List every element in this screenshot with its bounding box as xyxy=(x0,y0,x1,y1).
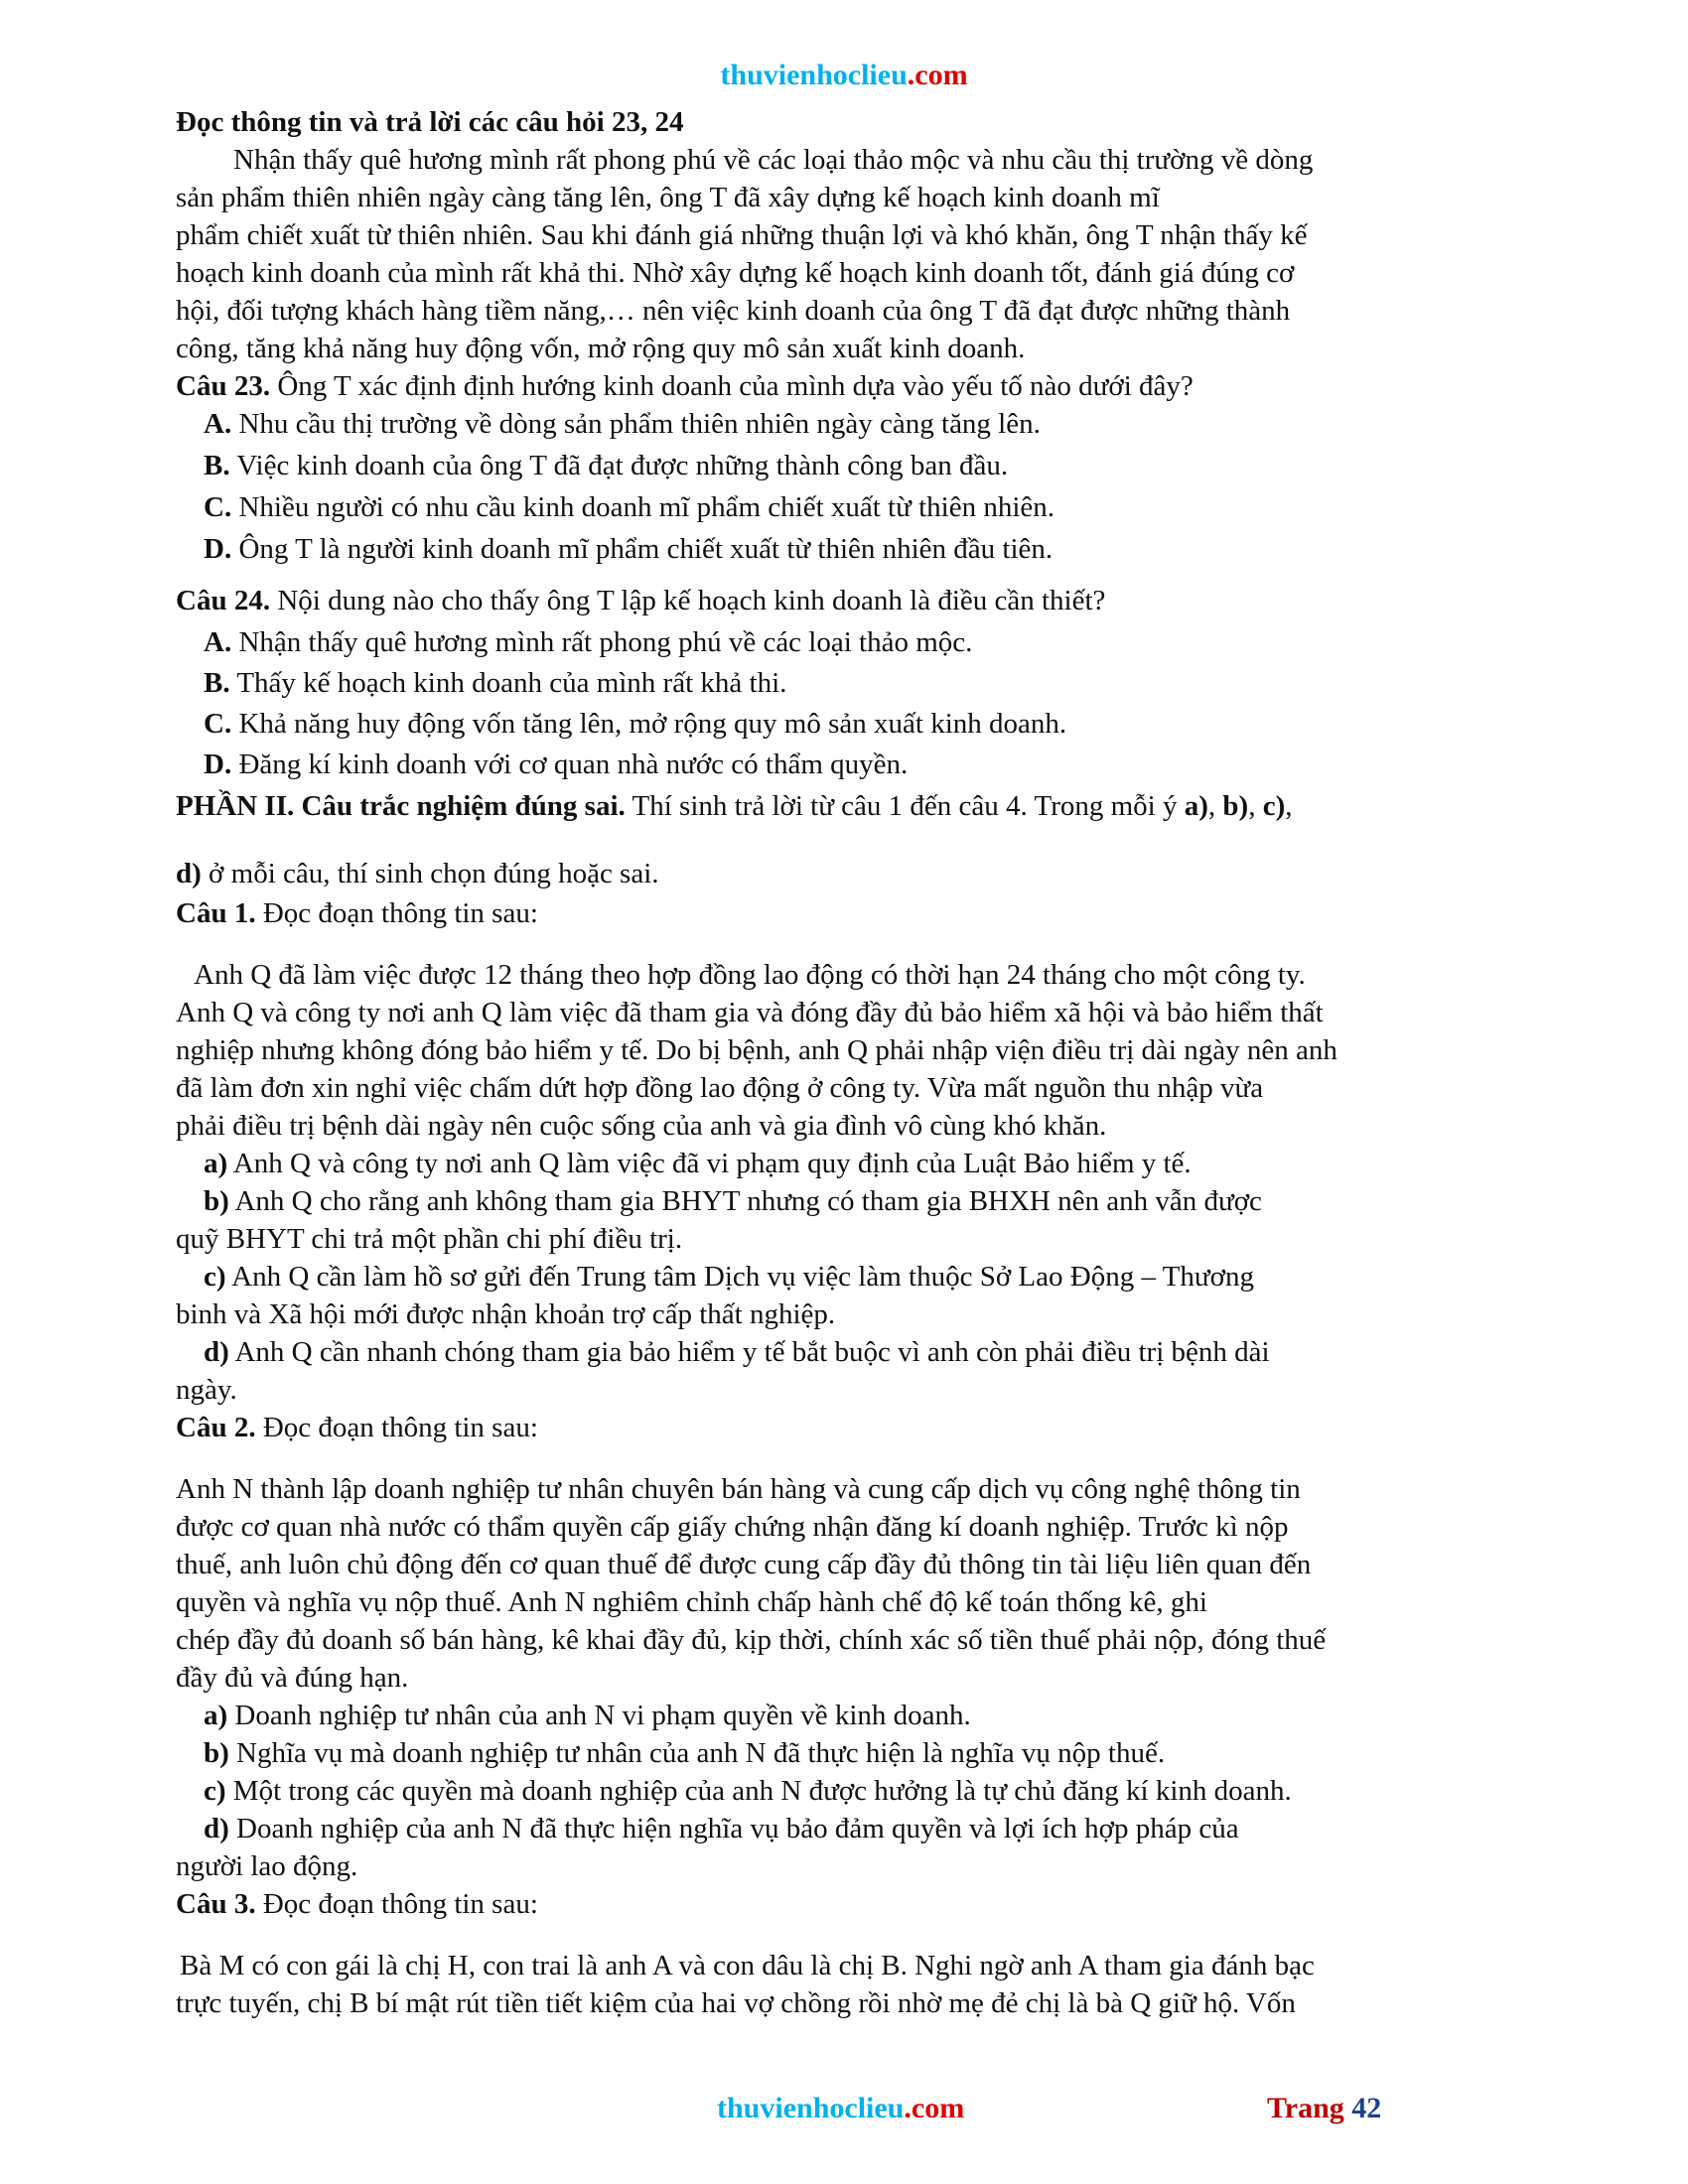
question-text: Đọc đoạn thông tin sau: xyxy=(255,1412,538,1443)
passage-line: thuế, anh luôn chủ động đến cơ quan thuế để được cung cấp đầy đủ thông tin tài liệu liên quan đến xyxy=(176,1549,1312,1580)
header-site-name: thuvienhoclieu xyxy=(720,59,908,91)
passage-line: quyền và nghĩa vụ nộp thuế. Anh N nghiêm chỉnh chấp hành chế độ kế toán thống kê, ghi xyxy=(176,1586,1207,1618)
option-text: Đăng kí kinh doanh với cơ quan nhà nước có thẩm quyền. xyxy=(231,749,909,780)
statement-letter: a) xyxy=(204,1148,228,1179)
statement-c-continued: binh và Xã hội mới được nhận khoản trợ cấp thất nghiệp. xyxy=(176,1298,836,1330)
statement-question-3 xyxy=(176,1885,1511,2022)
option-letter: C. xyxy=(204,491,232,523)
statement-d xyxy=(176,1810,1511,1847)
part-2-text-2: ở mỗi câu, thí sinh chọn đúng hoặc sai. xyxy=(201,858,659,889)
section-heading: Đọc thông tin và trả lời các câu hỏi 23, 24 xyxy=(176,106,684,138)
passage-line: hội, đối tượng khách hàng tiềm năng,… nên việc kinh doanh của ông T đã đạt được những thành xyxy=(176,295,1291,327)
option-letter: D. xyxy=(204,533,232,565)
option-a xyxy=(176,405,1511,443)
statement-letter: c) xyxy=(204,1775,226,1807)
question-label: Câu 23. xyxy=(176,370,271,402)
passage-line: nghiệp nhưng không đóng bảo hiểm y tế. Do bị bệnh, anh Q phải nhập viện điều trị dài ngày nên anh xyxy=(176,1034,1337,1066)
passage-line: đã làm đơn xin nghỉ việc chấm dứt hợp đồng lao động ở công ty. Vừa mất nguồn thu nhập vừa xyxy=(176,1072,1264,1104)
question-text: Ông T xác định định hướng kinh doanh của mình dựa vào yếu tố nào dưới đây? xyxy=(270,370,1194,402)
option-letter: C. xyxy=(204,708,232,740)
question-stem xyxy=(176,582,1511,619)
statement-text: Anh Q cần nhanh chóng tham gia bảo hiểm y tế bắt buộc vì anh còn phải điều trị bệnh dài xyxy=(228,1336,1270,1368)
statement-c xyxy=(176,1772,1511,1810)
question-label: Câu 2. xyxy=(176,1412,256,1443)
footer-site-domain: .com xyxy=(904,2092,965,2124)
option-a xyxy=(176,623,1511,661)
option-text: Việc kinh doanh của ông T đã đạt được những thành công ban đầu. xyxy=(229,450,1009,481)
option-text: Khả năng huy động vốn tăng lên, mở rộng quy mô sản xuất kinh doanh. xyxy=(231,708,1067,740)
option-text: Nhu cầu thị trường về dòng sản phẩm thiên nhiên ngày càng tăng lên. xyxy=(231,408,1041,440)
item-marker-b: b) xyxy=(1222,790,1249,822)
page-number-label xyxy=(1267,2090,1381,2127)
footer-site-name: thuvienhoclieu xyxy=(717,2092,905,2124)
statement-letter: a) xyxy=(204,1700,228,1731)
passage-line: chép đầy đủ doanh số bán hàng, kê khai đầy đủ, kịp thời, chính xác số tiền thuế phải nộp, đóng thuế xyxy=(176,1624,1327,1656)
option-d xyxy=(176,746,1511,783)
statement-letter: b) xyxy=(204,1185,229,1217)
statement-a xyxy=(176,1145,1511,1182)
question-text: Đọc đoạn thông tin sau: xyxy=(255,1888,538,1920)
footer-site xyxy=(717,2090,964,2127)
question-stem xyxy=(176,367,1511,405)
passage-line: trực tuyến, chị B bí mật rút tiền tiết kiệm của hai vợ chồng rồi nhờ mẹ đẻ chị là bà Q giữ hộ. Vốn xyxy=(176,1987,1296,2019)
passage-line: công, tăng khả năng huy động vốn, mở rộng quy mô sản xuất kinh doanh. xyxy=(176,333,1026,364)
statement-b-continued: quỹ BHYT chi trả một phần chi phí điều trị. xyxy=(176,1223,683,1255)
question-text: Nội dung nào cho thấy ông T lập kế hoạch kinh doanh là điều cần thiết? xyxy=(270,585,1106,616)
option-text: Nhiều người có nhu cầu kinh doanh mĩ phẩm chiết xuất từ thiên nhiên. xyxy=(231,491,1055,523)
question-text: Đọc đoạn thông tin sau: xyxy=(255,897,538,929)
statement-letter: d) xyxy=(204,1813,229,1844)
separator: , xyxy=(1207,790,1223,822)
header-site-domain: .com xyxy=(907,59,968,91)
passage-line: Anh N thành lập doanh nghiệp tư nhân chuyên bán hàng và cung cấp dịch vụ công nghệ thông tin xyxy=(176,1473,1301,1505)
statement-text: Anh Q cho rằng anh không tham gia BHYT nhưng có tham gia BHXH nên anh vẫn được xyxy=(228,1185,1262,1217)
option-letter: A. xyxy=(204,408,232,440)
passage-line: sản phẩm thiên nhiên ngày càng tăng lên, ông T đã xây dựng kế hoạch kinh doanh mĩ xyxy=(176,182,1160,213)
statement-question-1 xyxy=(176,894,1511,1409)
option-b xyxy=(176,664,1511,702)
option-b xyxy=(176,447,1511,484)
statement-d xyxy=(176,1333,1511,1371)
statement-letter: d) xyxy=(204,1336,229,1368)
item-marker-c: c) xyxy=(1262,790,1286,822)
statement-question-2 xyxy=(176,1409,1511,1885)
option-letter: A. xyxy=(204,626,232,658)
question-label: Câu 3. xyxy=(176,1888,256,1920)
intro-passage xyxy=(176,141,1511,367)
item-marker-d: d) xyxy=(176,858,202,889)
part-2-label: PHẦN II. Câu trắc nghiệm đúng sai. xyxy=(176,790,626,822)
option-letter: D. xyxy=(204,749,232,780)
statement-b xyxy=(176,1734,1511,1772)
question-24 xyxy=(176,582,1511,783)
document-body xyxy=(176,103,1511,2022)
passage xyxy=(176,1470,1511,1697)
question-stem xyxy=(176,1885,1511,1923)
statement-text: Một trong các quyền mà doanh nghiệp của anh N được hưởng là tự chủ đăng kí kinh doanh. xyxy=(225,1775,1292,1807)
question-label: Câu 1. xyxy=(176,897,256,929)
part-2-line-1 xyxy=(176,787,1511,825)
statement-text: Nghĩa vụ mà doanh nghiệp tư nhân của anh N đã thực hiện là nghĩa vụ nộp thuế. xyxy=(228,1737,1166,1769)
passage-line: Nhận thấy quê hương mình rất phong phú về các loại thảo mộc và nhu cầu thị trường về dòng xyxy=(233,144,1314,176)
option-text: Nhận thấy quê hương mình rất phong phú về các loại thảo mộc. xyxy=(231,626,973,658)
option-c xyxy=(176,488,1511,526)
statement-text: Anh Q và công ty nơi anh Q làm việc đã vi phạm quy định của Luật Bảo hiểm y tế. xyxy=(227,1148,1192,1179)
statement-text: Doanh nghiệp của anh N đã thực hiện nghĩa vụ bảo đảm quyền và lợi ích hợp pháp của xyxy=(228,1813,1239,1844)
statement-d-continued: người lao động. xyxy=(176,1850,358,1882)
passage-line: Anh Q đã làm việc được 12 tháng theo hợp đồng lao động có thời hạn 24 tháng cho một công ty. xyxy=(194,959,1306,991)
option-letter: B. xyxy=(204,450,230,481)
option-d xyxy=(176,530,1511,568)
page-number: 42 xyxy=(1351,2092,1382,2124)
statement-letter: c) xyxy=(204,1261,226,1293)
page-label: Trang xyxy=(1267,2092,1352,2124)
part-2-instructions xyxy=(176,787,1511,892)
statement-letter: b) xyxy=(204,1737,229,1769)
question-stem xyxy=(176,894,1511,932)
passage-line: Bà M có con gái là chị H, con trai là anh A và con dâu là chị B. Nghi ngờ anh A tham gia đánh bạc xyxy=(180,1950,1315,1981)
passage xyxy=(176,1947,1511,2022)
page-footer xyxy=(0,2090,1688,2129)
statement-b xyxy=(176,1182,1511,1220)
item-marker-a: a) xyxy=(1184,790,1208,822)
option-c xyxy=(176,705,1511,743)
part-2-text: Thí sinh trả lời từ câu 1 đến câu 4. Trong mỗi ý xyxy=(625,790,1185,822)
option-text: Ông T là người kinh doanh mĩ phẩm chiết xuất từ thiên nhiên đầu tiên. xyxy=(231,533,1054,565)
passage-line: được cơ quan nhà nước có thẩm quyền cấp giấy chứng nhận đăng kí doanh nghiệp. Trước kì nộp xyxy=(176,1511,1289,1543)
statement-a xyxy=(176,1697,1511,1734)
passage-line: phẩm chiết xuất từ thiên nhiên. Sau khi đánh giá những thuận lợi và khó khăn, ông T nhận thấy kế xyxy=(176,219,1308,251)
statement-d-continued: ngày. xyxy=(176,1374,237,1406)
passage-line: Anh Q và công ty nơi anh Q làm việc đã tham gia và đóng đầy đủ bảo hiểm xã hội và bảo hiểm thất xyxy=(176,997,1324,1028)
page-header xyxy=(0,58,1688,93)
question-label: Câu 24. xyxy=(176,585,271,616)
passage-line: đầy đủ và đúng hạn. xyxy=(176,1662,409,1694)
passage xyxy=(176,956,1511,1145)
option-letter: B. xyxy=(204,667,230,699)
option-text: Thấy kế hoạch kinh doanh của mình rất khả thi. xyxy=(229,667,787,699)
separator: , xyxy=(1248,790,1263,822)
statement-text: Doanh nghiệp tư nhân của anh N vi phạm quyền về kinh doanh. xyxy=(227,1700,971,1731)
separator: , xyxy=(1285,790,1293,822)
part-2-line-2 xyxy=(176,855,1511,892)
passage-line: hoạch kinh doanh của mình rất khả thi. Nhờ xây dựng kế hoạch kinh doanh tốt, đánh giá đúng cơ xyxy=(176,257,1295,289)
question-23 xyxy=(176,367,1511,568)
statement-c xyxy=(176,1258,1511,1296)
passage-line: phải điều trị bệnh dài ngày nên cuộc sống của anh và gia đình vô cùng khó khăn. xyxy=(176,1110,1107,1142)
statement-text: Anh Q cần làm hồ sơ gửi đến Trung tâm Dịch vụ việc làm thuộc Sở Lao Động – Thương xyxy=(225,1261,1254,1293)
question-stem xyxy=(176,1409,1511,1446)
